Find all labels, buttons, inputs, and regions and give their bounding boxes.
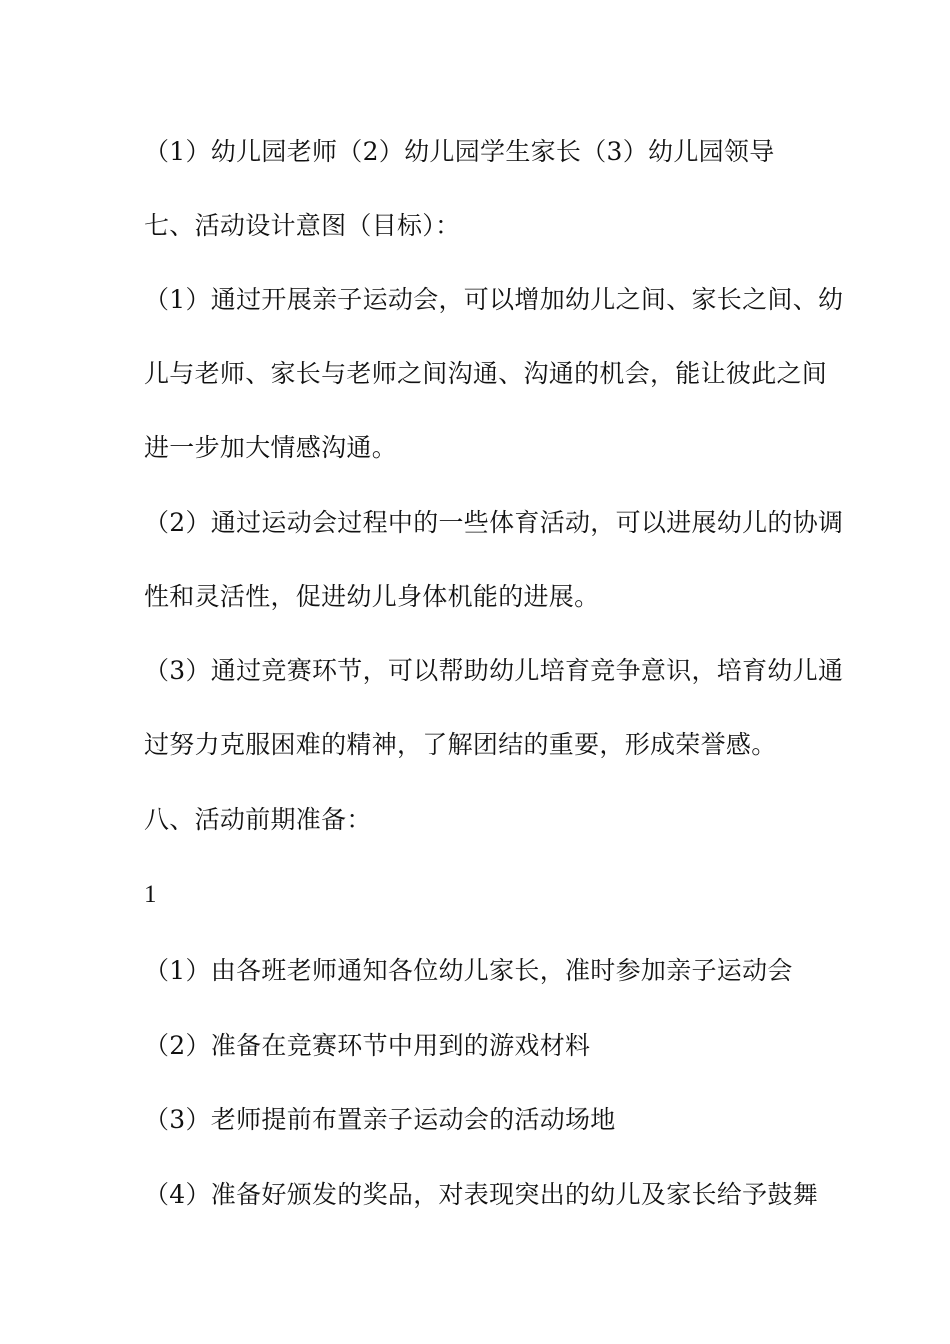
- paragraph-line: 过努力克服困难的精神，了解团结的重要，形成荣誉感。: [144, 730, 777, 759]
- list-item: （1）由各班老师通知各位幼儿家长，准时参加亲子运动会: [144, 956, 793, 985]
- list-item: （2）准备在竞赛环节中用到的游戏材料: [144, 1031, 591, 1060]
- paragraph-line: （2）通过运动会过程中的一些体育活动，可以进展幼儿的协调: [144, 508, 844, 537]
- list-item: （3）老师提前布置亲子运动会的活动场地: [144, 1105, 616, 1134]
- section-heading-preparation: 八、活动前期准备：: [144, 805, 372, 834]
- list-number: 1: [144, 881, 157, 908]
- participants-line: （1）幼儿园老师（2）幼儿园学生家长（3）幼儿园领导: [144, 137, 775, 166]
- section-heading-design-intent: 七、活动设计意图（目标）：: [144, 211, 461, 240]
- paragraph-line: （3）通过竞赛环节，可以帮助幼儿培育竞争意识，培育幼儿通: [144, 656, 844, 685]
- paragraph-line: 儿与老师、家长与老师之间沟通、沟通的机会，能让彼此之间: [144, 359, 828, 388]
- list-item: （4）准备好颁发的奖品，对表现突出的幼儿及家长给予鼓舞: [144, 1180, 819, 1209]
- paragraph-line: 进一步加大情感沟通。: [144, 433, 398, 462]
- paragraph-line: （1）通过开展亲子运动会，可以增加幼儿之间、家长之间、幼: [144, 285, 844, 314]
- paragraph-line: 性和灵活性，促进幼儿身体机能的进展。: [144, 582, 600, 611]
